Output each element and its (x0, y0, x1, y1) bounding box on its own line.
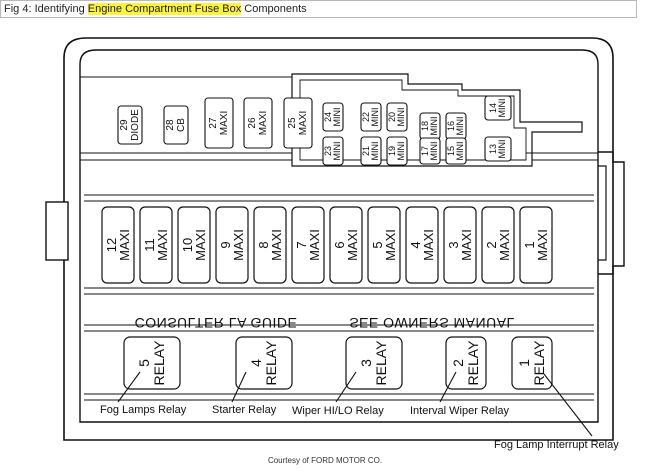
fuse-type: MAXI (269, 229, 284, 261)
relay-label-fog-lamp-interrupt: Fog Lamp Interrupt Relay (494, 439, 619, 451)
fuse-type: MAXI (383, 229, 398, 261)
fuse-type: MAXI (258, 110, 269, 136)
fuse-type: MAXI (155, 229, 170, 261)
small-fuse-22 (361, 103, 381, 131)
fuse-box-right-bracket-inner (598, 166, 606, 260)
relay-type: RELAY (531, 340, 547, 386)
small-fuse-27 (205, 98, 233, 148)
relay-number: 2 (450, 359, 466, 367)
relay-label-interval-wiper: Interval Wiper Relay (410, 405, 510, 417)
fuse-type: MAXI (298, 110, 309, 136)
small-fuse-25 (284, 98, 312, 148)
fuse-type: MAXI (459, 229, 474, 261)
maxi-fuse-8 (254, 207, 286, 283)
small-fuse-28 (164, 106, 188, 144)
relay-label-starter: Starter Relay (212, 404, 277, 416)
fuse-number: 2 (484, 241, 499, 249)
fuse-number: 26 (247, 117, 258, 129)
maxi-fuse-3 (444, 207, 476, 283)
relay-number: 5 (136, 359, 152, 367)
fuse-number: 10 (180, 237, 195, 253)
fuse-box-left-tab (46, 202, 68, 260)
relay-3 (346, 337, 402, 389)
fuse-type: MAXI (497, 229, 512, 261)
maxi-fuse-12 (102, 207, 134, 283)
fuse-number: 24 (323, 111, 333, 123)
fuse-number: 3 (446, 241, 461, 249)
relay-5 (124, 337, 180, 389)
fuse-type: MINI (429, 141, 439, 161)
fuse-number: 15 (446, 145, 456, 157)
maxi-fuse-7 (292, 207, 324, 283)
fuse-type: MINI (497, 98, 507, 118)
maxi-fuse-1 (520, 207, 552, 283)
fuse-type: MAXI (421, 229, 436, 261)
fuse-number: 6 (332, 241, 347, 249)
caption-suffix: Components (241, 3, 307, 15)
fuse-number: 7 (294, 241, 309, 249)
fuse-number: 29 (119, 119, 130, 131)
relay-number: 3 (358, 359, 374, 367)
small-fuse-23 (323, 137, 343, 165)
fuse-number: 20 (387, 111, 397, 123)
molded-text-left: CONSULTER LA GUIDE (134, 315, 298, 331)
maxi-fuse-4 (406, 207, 438, 283)
fuse-type: MAXI (345, 229, 360, 261)
maxi-fuse-6 (330, 207, 362, 283)
molded-text-right: SEE OWNERS MANUAL (349, 315, 515, 331)
fuse-number: 19 (387, 145, 397, 157)
relay-label-wiper-hilo: Wiper HI/LO Relay (292, 405, 384, 417)
relay-number: 4 (248, 359, 264, 367)
maxi-fuse-9 (216, 207, 248, 283)
fuse-type: MAXI (117, 229, 132, 261)
fuse-box-right-bracket (598, 152, 624, 274)
fuse-type: MINI (396, 141, 406, 161)
fuse-type: MAXI (219, 110, 230, 136)
fuse-number: 5 (370, 241, 385, 249)
maxi-fuse-2 (482, 207, 514, 283)
fuse-type: MINI (370, 107, 380, 127)
small-fuse-18 (420, 113, 440, 139)
fuse-type: CB (176, 118, 187, 132)
relay-type: RELAY (263, 340, 279, 386)
small-fuse-17 (420, 138, 440, 164)
callout-line-relay-1 (544, 374, 592, 436)
fuse-number: 27 (208, 117, 219, 129)
fuse-type: MINI (332, 141, 342, 161)
relay-type: RELAY (151, 340, 167, 386)
maxi-fuse-10 (178, 207, 210, 283)
small-fuse-21 (361, 137, 381, 165)
caption-prefix: Fig 4: Identifying (4, 3, 88, 15)
fuse-type: MINI (455, 141, 465, 161)
fuse-number: 16 (446, 120, 456, 132)
fuse-number: 17 (420, 145, 430, 157)
fuse-number: 12 (104, 237, 119, 253)
fuse-number: 28 (165, 119, 176, 131)
small-fuse-16 (446, 113, 466, 139)
fuse-type: MINI (455, 116, 465, 136)
fuse-type: MAXI (307, 229, 322, 261)
small-fuse-20 (387, 103, 407, 131)
fuse-number: 23 (323, 145, 333, 157)
fuse-type: MAXI (231, 229, 246, 261)
fuse-number: 11 (142, 238, 157, 252)
caption-highlight: Engine Compartment Fuse Box (87, 3, 242, 15)
small-fuse-26 (244, 98, 272, 148)
fuse-type: MINI (429, 116, 439, 136)
relay-1 (512, 337, 552, 389)
fuse-number: 18 (420, 120, 430, 132)
relay-number: 1 (516, 359, 532, 367)
fuse-number: 8 (256, 241, 271, 249)
fuse-number: 13 (488, 143, 498, 155)
relay-type: RELAY (373, 340, 389, 386)
fuse-type: MINI (396, 107, 406, 127)
fuse-number: 25 (287, 117, 298, 129)
maxi-fuse-5 (368, 207, 400, 283)
fuse-number: 21 (361, 145, 371, 157)
relay-label-fog-lamps: Fog Lamps Relay (100, 404, 187, 416)
small-fuse-19 (387, 137, 407, 165)
fuse-type: MINI (497, 139, 507, 159)
fuse-number: 4 (408, 241, 423, 249)
fuse-type: MINI (370, 141, 380, 161)
courtesy-credit: Courtesy of FORD MOTOR CO. (267, 456, 383, 465)
small-fuse-15 (446, 138, 466, 164)
relay-4 (236, 337, 292, 389)
fuse-type: MAXI (193, 229, 208, 261)
small-fuse-14 (485, 96, 511, 120)
small-fuse-29 (118, 106, 142, 144)
fuse-type: DIODE (130, 109, 141, 141)
maxi-fuse-11 (140, 207, 172, 283)
fuse-number: 22 (361, 111, 371, 123)
fuse-number: 9 (218, 241, 233, 249)
relay-type: RELAY (465, 340, 481, 386)
fuse-type: MINI (332, 107, 342, 127)
small-fuse-24 (323, 103, 343, 131)
relay-2 (446, 337, 486, 389)
fuse-type: MAXI (535, 229, 550, 261)
fuse-number: 14 (488, 102, 498, 114)
small-fuse-13 (485, 137, 511, 161)
fuse-number: 1 (522, 241, 537, 249)
